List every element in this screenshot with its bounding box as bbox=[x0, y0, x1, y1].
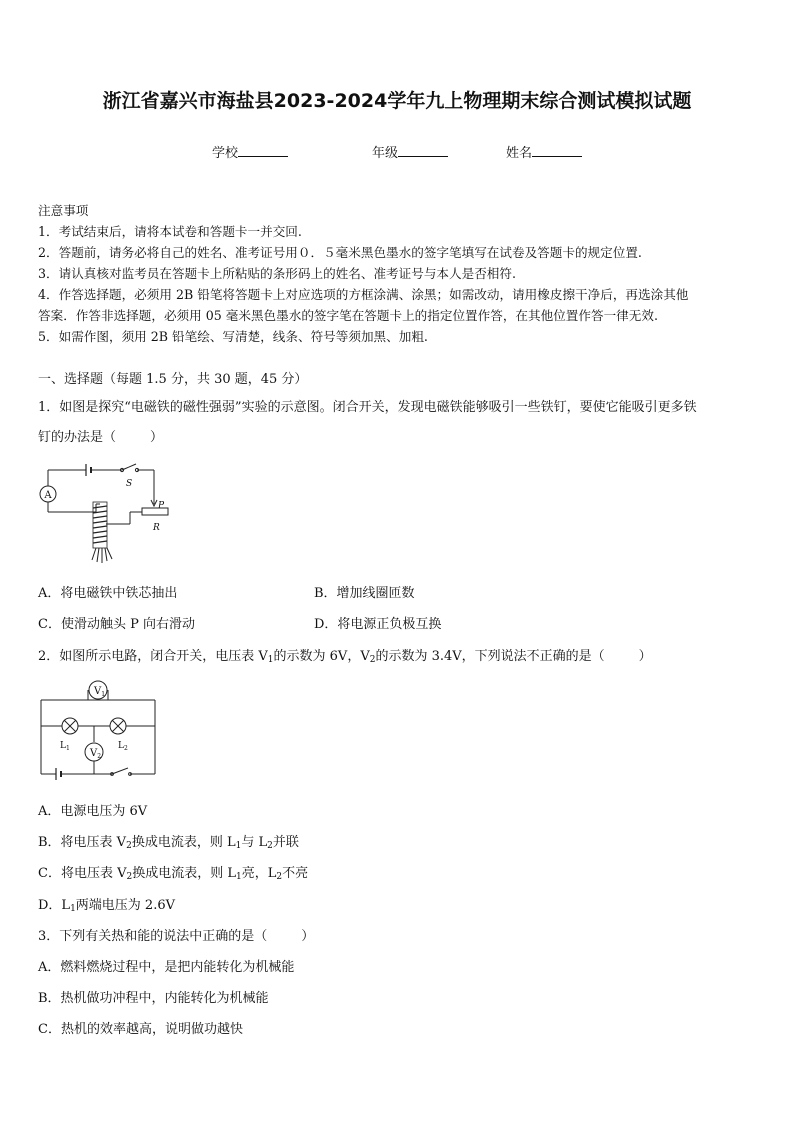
q1-slider-label: P bbox=[158, 501, 165, 511]
section-heading: 一、选择题（每题 1.5 分，共 30 题，45 分） bbox=[38, 372, 308, 387]
page-title: 浙江省嘉兴市海盐县2023-2024学年九上物理期末综合测试模拟试题 bbox=[102, 90, 692, 112]
grade-blank[interactable] bbox=[398, 144, 448, 157]
q2-option-b-text: B．将电压表 V bbox=[38, 835, 127, 850]
q2-option-d-text: D．L bbox=[38, 898, 71, 913]
q1-stem-line1: 1．如图是探究“电磁铁的磁性强弱”实验的示意图。闭合开关，发现电磁铁能够吸引一些铁钉，要使它能吸引更多铁 bbox=[38, 400, 697, 415]
q2-option-a[interactable]: A．电源电压为 6V bbox=[38, 804, 148, 819]
q2-option-d[interactable] bbox=[38, 894, 175, 913]
q2-option-b-text: 换成电流表，则 L bbox=[131, 835, 236, 850]
q2-option-c-text: 亮，L bbox=[241, 866, 277, 881]
q1-ammeter-label: A bbox=[44, 490, 52, 501]
q3-stem bbox=[38, 925, 314, 944]
q2-stem-text: 2．如图所示电路，闭合开关，电压表 V bbox=[38, 649, 268, 664]
q2-option-d-text: 两端电压为 2.6V bbox=[75, 898, 175, 913]
note-item: 2．答题前，请务必将自己的姓名、准考证号用０．５毫米黑色墨水的签字笔填写在试卷及答题卡的规定位置. bbox=[38, 245, 642, 260]
note-item: 1．考试结束后，请将本试卷和答题卡一并交回. bbox=[38, 224, 302, 239]
q2-l1-label: $L_1$ bbox=[60, 741, 70, 752]
q1-switch-label: S bbox=[126, 479, 133, 489]
q2-option-c-text: 换成电流表，则 L bbox=[132, 866, 236, 881]
q3-stem-prefix: 3．下列有关热和能的说法中正确的是（ bbox=[38, 929, 268, 944]
q2-option-c-sub: 1 bbox=[235, 872, 242, 882]
q2-v1-label: $V_1$ bbox=[94, 686, 106, 698]
school-blank[interactable] bbox=[238, 144, 288, 157]
school-label: 学校 bbox=[212, 146, 239, 161]
q2-option-b-text: 并联 bbox=[272, 835, 299, 850]
q1-option-d[interactable]: D．将电源正负极互换 bbox=[314, 617, 442, 632]
q2-stem-text: ） bbox=[638, 649, 652, 664]
q2-option-c-sub: 2 bbox=[126, 872, 133, 882]
q2-v2-label: $V_2$ bbox=[90, 748, 102, 760]
note-item: 4．作答选择题，必须用 2B 铅笔将答题卡上对应选项的方框涂满、涂黑；如需改动，请用橡皮擦干净后，再选涂其他 bbox=[38, 287, 689, 302]
q2-option-b-sub: 2 bbox=[267, 841, 273, 851]
grade-field[interactable] bbox=[372, 142, 448, 161]
q2-option-b-sub: 1 bbox=[235, 841, 242, 851]
q2-stem-text: 的示数为 3.4V，下列说法不正确的是（ bbox=[375, 649, 605, 664]
q1-stem-prefix: 钉的办法是（ bbox=[38, 430, 117, 445]
q2-option-c-text: C．将电压表 V bbox=[38, 866, 127, 881]
q2-option-c-text: 不亮 bbox=[282, 866, 309, 881]
q2-stem-sub: 1 bbox=[267, 655, 274, 665]
note-item: 答案．作答非选择题，必须用 05 毫米黑色墨水的签字笔在答题卡上的指定位置作答，在其他位置作答一律无效. bbox=[38, 308, 658, 323]
q2-stem-sub: 2 bbox=[369, 655, 376, 665]
q2-circuit-figure bbox=[38, 678, 160, 780]
q2-option-d-sub: 1 bbox=[70, 904, 76, 914]
q1-circuit-figure bbox=[36, 460, 176, 566]
q2-option-b[interactable] bbox=[38, 831, 299, 850]
q1-stem-suffix: ） bbox=[150, 430, 164, 445]
q1-stem-line2 bbox=[38, 426, 163, 445]
q2-option-c[interactable] bbox=[38, 862, 308, 881]
q2-option-b-sub: 2 bbox=[126, 841, 132, 851]
q3-stem-suffix: ） bbox=[301, 929, 315, 944]
school-field[interactable] bbox=[212, 142, 288, 161]
q2-l2-label: $L_2$ bbox=[118, 741, 128, 752]
name-label: 姓名 bbox=[506, 146, 533, 161]
name-blank[interactable] bbox=[532, 144, 582, 157]
q2-stem bbox=[38, 645, 652, 664]
q1-option-b[interactable]: B．增加线圈匝数 bbox=[314, 586, 415, 601]
q2-stem-text: 的示数为 6V，V bbox=[273, 649, 370, 664]
name-field[interactable] bbox=[506, 142, 582, 161]
q3-option-c[interactable]: C．热机的效率越高，说明做功越快 bbox=[38, 1022, 243, 1037]
note-item: 3．请认真核对监考员在答题卡上所粘贴的条形码上的姓名、准考证号与本人是否相符. bbox=[38, 266, 516, 281]
q3-option-a[interactable]: A．燃料燃烧过程中，是把内能转化为机械能 bbox=[38, 960, 295, 975]
q1-option-c[interactable]: C．使滑动触头 P 向右滑动 bbox=[38, 617, 195, 632]
q1-resistor-label: R bbox=[153, 523, 160, 533]
grade-label: 年级 bbox=[372, 146, 399, 161]
q3-option-b[interactable]: B．热机做功冲程中，内能转化为机械能 bbox=[38, 991, 269, 1006]
notes-heading: 注意事项 bbox=[38, 203, 89, 218]
note-item: 5．如需作图，须用 2B 铅笔绘、写清楚，线条、符号等须加黑、加粗. bbox=[38, 329, 428, 344]
q2-option-c-sub: 2 bbox=[276, 872, 283, 882]
q1-option-a[interactable]: A．将电磁铁中铁芯抽出 bbox=[38, 586, 178, 601]
q2-option-b-text: 与 L bbox=[241, 835, 268, 850]
